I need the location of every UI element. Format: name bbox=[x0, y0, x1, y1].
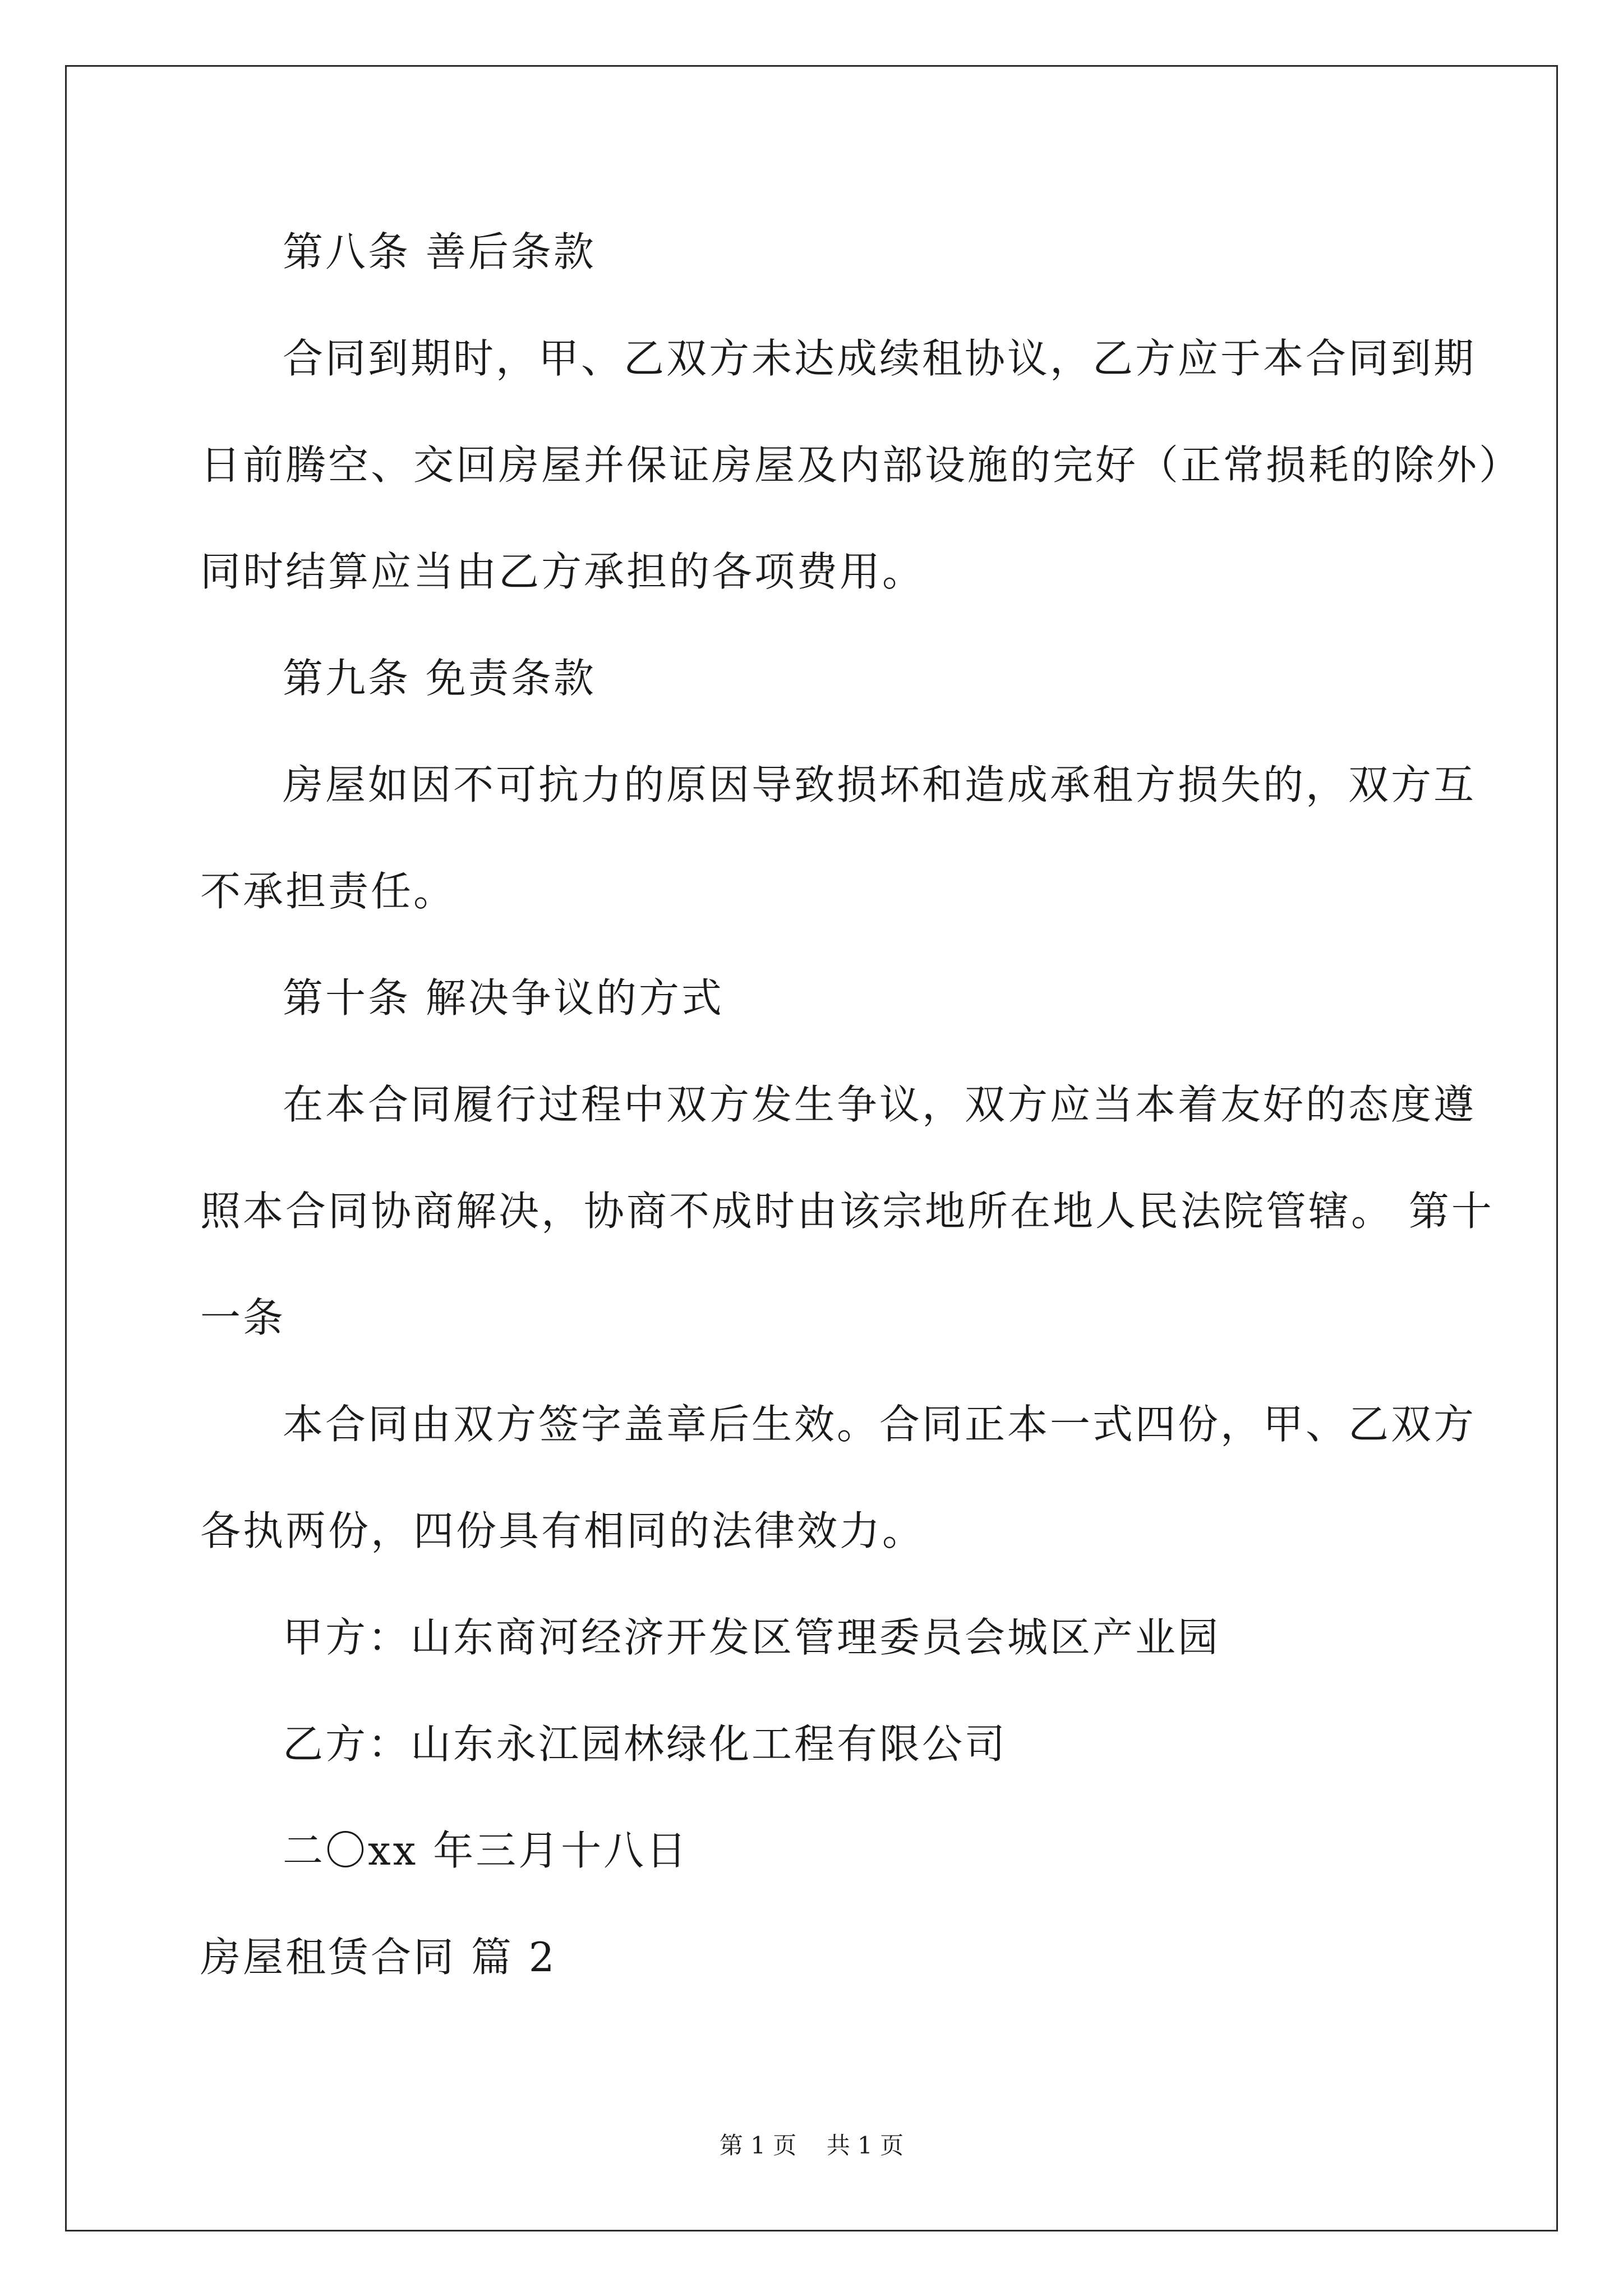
paragraph-line: 在本合同履行过程中双方发生争议，双方应当本着友好的态度遵 bbox=[283, 1081, 1477, 1128]
paragraph-line: 本合同由双方签字盖章后生效。合同正本一式四份，甲、乙双方 bbox=[283, 1401, 1477, 1448]
article-10-heading: 第十条 解决争议的方式 bbox=[283, 974, 724, 1022]
section-title: 房屋租赁合同 篇 2 bbox=[200, 1934, 557, 1981]
party-a-line: 甲方：山东商河经济开发区管理委员会城区产业园 bbox=[283, 1614, 1221, 1661]
page-footer: 第 1 页 共 1 页 bbox=[719, 2132, 904, 2159]
paragraph-line: 一条 bbox=[200, 1294, 286, 1341]
paragraph-line: 不承担责任。 bbox=[200, 868, 457, 915]
paragraph-line: 房屋如因不可抗力的原因导致损坏和造成承租方损失的，双方互 bbox=[283, 761, 1477, 808]
paragraph-line: 各执两份，四份具有相同的法律效力。 bbox=[200, 1507, 925, 1554]
paragraph-line: 同时结算应当由乙方承担的各项费用。 bbox=[200, 548, 925, 595]
paragraph-line: 日前腾空、交回房屋并保证房屋及内部设施的完好（正常损耗的除外） bbox=[200, 441, 1522, 489]
article-8-heading: 第八条 善后条款 bbox=[283, 228, 596, 275]
signing-date: 二〇xx 年三月十八日 bbox=[283, 1827, 689, 1874]
paragraph-line: 合同到期时，甲、乙双方未达成续租协议，乙方应于本合同到期 bbox=[283, 335, 1477, 382]
paragraph-line: 照本合同协商解决，协商不成时由该宗地所在地人民法院管辖。 第十 bbox=[200, 1188, 1494, 1235]
party-b-line: 乙方：山东永江园林绿化工程有限公司 bbox=[283, 1720, 1008, 1768]
article-9-heading: 第九条 免责条款 bbox=[283, 655, 596, 702]
